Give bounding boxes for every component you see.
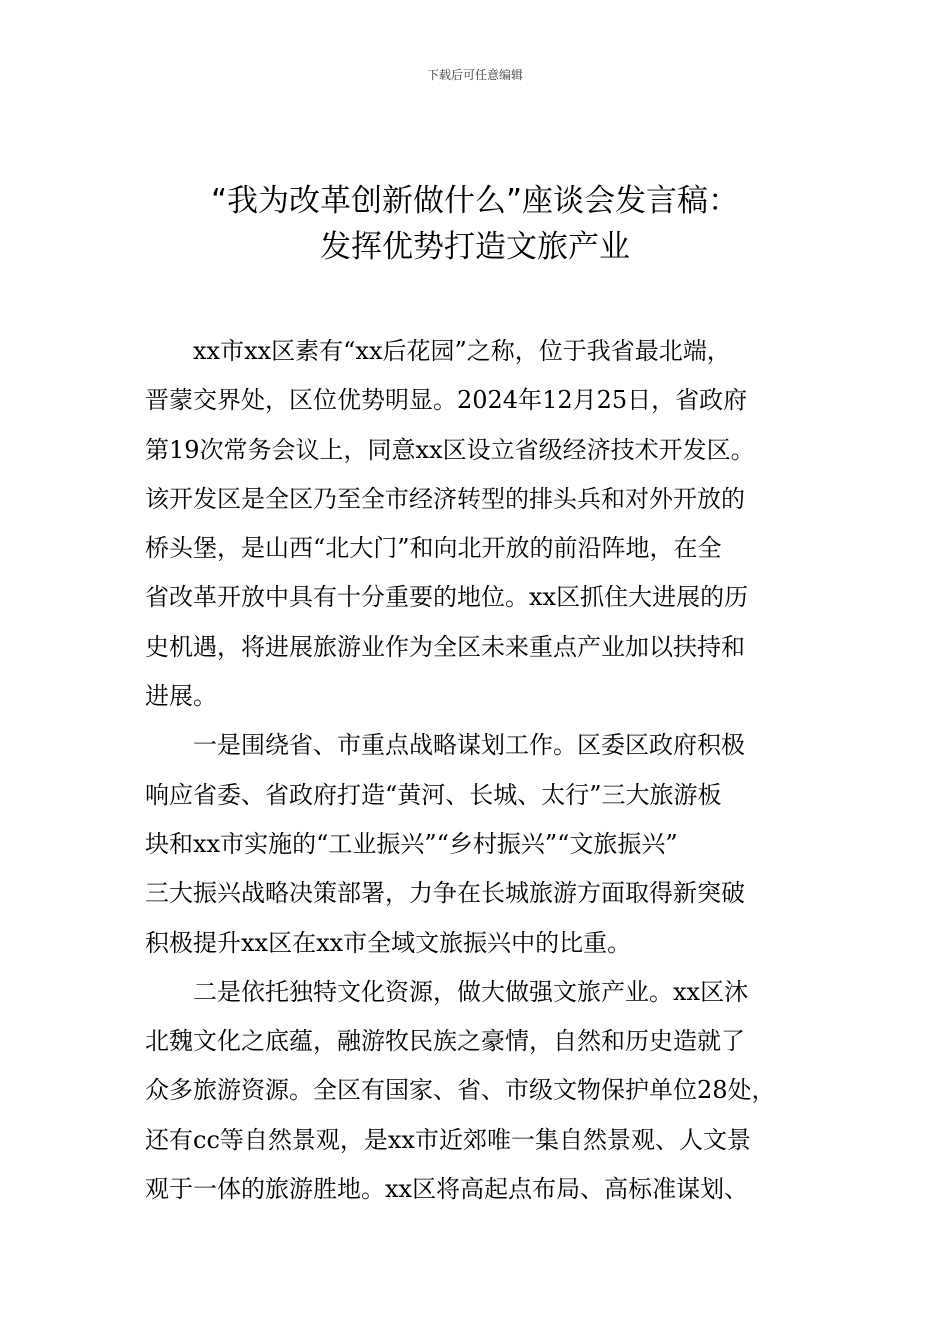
paragraph-1-line: 该开发区是全区乃至全市经济转型的排头兵和对外开放的 [145,484,745,513]
document-title [0,178,950,270]
paragraph-1-line: 第19次常务会议上，同意xx区设立省级经济技术开发区。 [145,435,755,464]
paragraph-1-line: 进展。 [145,682,217,711]
document-body [145,327,810,1214]
paragraph-3-line: 众多旅游资源。全区有国家、省、市级文物保护单位28处， [145,1076,776,1105]
paragraph-2-line: 积极提升xx区在xx市全域文旅振兴中的比重。 [145,928,632,957]
paragraph-2-line: 块和xx市实施的“工业振兴”“乡村振兴”“文旅振兴” [145,829,678,858]
paragraph-1-line: 史机遇，将进展旅游业作为全区未来重点产业加以扶持和 [145,632,745,661]
paragraph-1-line: 桥头堡，是山西“北大门”和向北开放的前沿阵地，在全 [145,534,722,563]
header-note: 下载后可任意编辑 [426,68,523,82]
paragraph-1-line: 晋蒙交界处，区位优势明显。2024年12月25日，省政府 [145,386,748,415]
paragraph-2-line: 一是围绕省、市重点战略谋划工作。区委区政府积极 [193,731,745,760]
paragraph-2-line: 响应省委、省政府打造“黄河、长城、太行”三大旅游板 [145,780,722,809]
paragraph-2-line: 三大振兴战略决策部署，力争在长城旅游方面取得新突破 [145,879,745,908]
title-line-2: 发挥优势打造文旅产业 [320,229,630,265]
paragraph-3-line: 观于一体的旅游胜地。xx区将高起点布局、高标准谋划、 [145,1175,749,1204]
paragraph-3-line: 二是依托独特文化资源，做大做强文旅产业。xx区沐 [193,977,749,1006]
title-line-1: “我为改革创新做什么”座谈会发言稿： [210,183,740,219]
paragraph-1-line: xx市xx区素有“xx后花园”之称，位于我省最北端， [193,337,731,365]
paragraph-1-line: 省改革开放中具有十分重要的地位。xx区抓住大进展的历 [145,583,749,612]
paragraph-3-line: 还有cc等自然景观，是xx市近郊唯一集自然景观、人文景 [145,1125,751,1154]
paragraph-3-line: 北魏文化之底蕴，融游牧民族之豪情，自然和历史造就了 [145,1027,745,1056]
